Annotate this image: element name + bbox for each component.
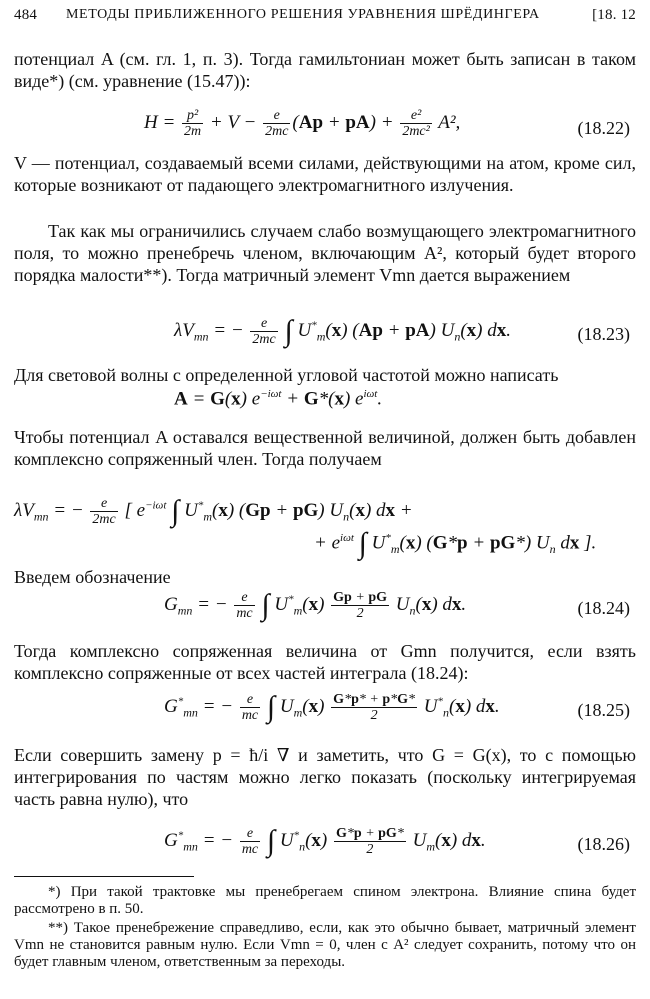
footnote-2: **) Такое пренебрежение справедливо, если, как это обычно бывает, матричный элемент Vmn не становится равным нулю. Если Vmn = 0, член с A² следует сохранить, потому что он будет главным членом, ответственным за переходы. <box>14 920 636 970</box>
section-number: [18. 12 <box>592 7 636 23</box>
footnote-1: *) При такой трактовке мы пренебрегаем спином электрона. Влияние спина будет рассмотрено в п. 50. <box>14 884 636 917</box>
equation-number: (18.25) <box>577 700 630 720</box>
footnote-separator <box>14 876 194 877</box>
page-number: 484 <box>14 7 38 23</box>
equation-number: (18.24) <box>577 598 630 618</box>
equation-number: (18.22) <box>577 118 630 138</box>
equation-matrix-element-full: $\lambda V_{mn}$ = − $\frac{e}{2mc}$ [ $e^{-i\omega t}$ ∫ $U^*_m(x) (Gp + pG)$ $U_n(x)$ dx + + $e^{i\omega t}$ ∫ $U^*_m(x) (G*p + pG*)$ $U_n$ dx ]. <box>14 494 597 560</box>
equation-18-22: H = $\frac{\text{p²}}{2m}$ + V − $\frac{e}{2mc}$ (Ap + pA) + $\frac{\text{e²}}{\text{2mc²}}$ A², (18.22) <box>144 108 630 139</box>
paragraph-8: Если совершить замену p = ħ/i ∇ и заметить, что G = G(x), то с помощью интегрирования по частям можно легко показать (поскольку интегрируемая часть равна нулю), что <box>14 745 636 809</box>
paragraph-3: Так как мы ограничились случаем слабо возмущающего электромагнитного поля, то можно пренебречь членом, включающим A², который будет второго порядка малости**). Тогда матричный элемент Vmn дается выражением <box>14 221 636 285</box>
equation-18-25: $G^*_{mn}$ = − $\frac{e}{mc}$ ∫ $U_m(x)$ $\frac{G*p* + p*G*}{2}$ $U^*_n(x)$ dx. (18.25) <box>164 690 630 724</box>
equation-18-24: $G_{mn}$ = − $\frac{e}{mc}$ ∫ $U^*_m(x)$ $\frac{Gp + pG}{2}$ $U_n(x)$ dx. (18.24) <box>164 588 630 622</box>
running-title: МЕТОДЫ ПРИБЛИЖЕННОГО РЕШЕНИЯ УРАВНЕНИЯ ШРЁДИНГЕРА <box>66 7 540 22</box>
paragraph-7: Тогда комплексно сопряженная величина от Gmn получится, если взять комплексно сопряженные от всех частей интеграла (18.24): <box>14 641 636 683</box>
paragraph-4: Для световой волны с определенной угловой частотой можно написать <box>14 365 559 385</box>
paragraph-5: Чтобы потенциал A оставался вещественной величиной, должен быть добавлен комплексно сопряженный член. Тогда получаем <box>14 427 636 469</box>
equation-18-26: $G^*_{mn}$ = − $\frac{e}{mc}$ ∫ $U^*_n(x)$ $\frac{G*p + pG*}{2}$ $U_m(x)$ dx. (18.26) <box>164 824 630 858</box>
equation-number: (18.26) <box>577 834 630 854</box>
equation-18-23: $\lambda V_{mn}$ = − $\frac{e}{2mc}$ ∫ $U^*_m(x) (Ap + pA)$ $U_n(x)$ dx. (18.23) <box>174 314 630 348</box>
equation-number: (18.23) <box>577 324 630 344</box>
paragraph-2: V — потенциал, создаваемый всеми силами, действующими на атом, кроме сил, которые возникают от падающего электромагнитного излучения. <box>14 153 636 195</box>
equation-light-wave: A = G(x) $e^{-i\omega t} + G*(x)$ $e^{i\omega t}$. <box>174 388 383 410</box>
paragraph-1: потенциал A (см. гл. 1, п. 3). Тогда гамильтониан может быть записан в таком виде*) (см. уравнение (15.47)): <box>14 49 636 91</box>
paragraph-6: Введем обозначение <box>14 567 171 587</box>
